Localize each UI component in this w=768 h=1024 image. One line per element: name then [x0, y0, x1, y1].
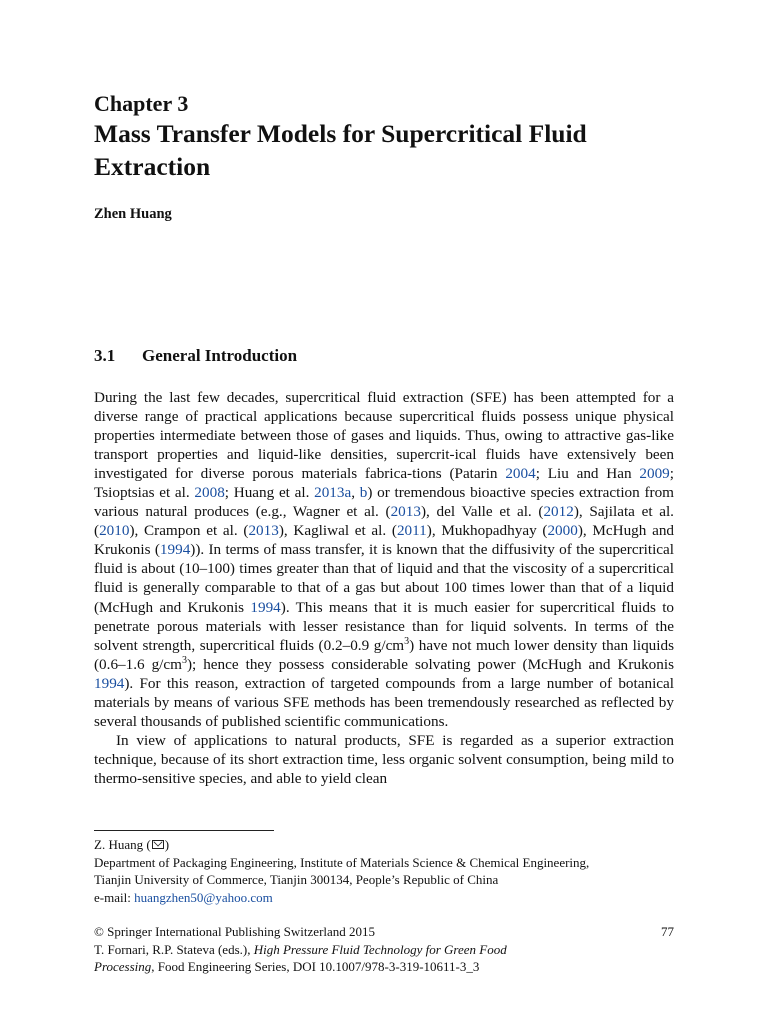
chapter-label: Chapter 3	[94, 91, 189, 116]
section-number: 3.1	[94, 346, 116, 365]
footnote-paren: )	[164, 837, 170, 852]
footnote-affiliation-1: Department of Packaging Engineering, Institute of Materials Science & Chemical Engineering,	[94, 854, 590, 870]
text-run: ; Tsioptsias et al.	[94, 465, 674, 502]
text-run: ) or tremendous bioactive species extraction from various natural produces (e.g., Wagner et al. (	[94, 484, 674, 521]
text-run: ). This means that it is much easier for supercritical fluids to penetrate porous materials with lesser resistance than for liquid solvents. In terms of the solvent strength, supercritical fluids (0.2–0.9 g/cm	[94, 598, 675, 654]
citation-link[interactable]: 1994	[94, 674, 125, 692]
footnote-affiliation-2: Tianjin University of Commerce, Tianjin 300134, People’s Republic of China	[94, 872, 499, 887]
citation-link[interactable]: 2008	[194, 484, 225, 502]
footnote-rule	[94, 830, 274, 831]
section-title: General Introduction	[142, 346, 298, 365]
text-run: ), Kagliwal et al. (	[278, 522, 397, 540]
section-heading	[94, 346, 297, 366]
envelope-icon	[152, 840, 164, 849]
text-run: ), McHugh and Krukonis (	[94, 522, 675, 559]
copyright-line: © Springer International Publishing Switzerland 2015	[94, 924, 376, 939]
citation-link[interactable]: 2009	[639, 465, 670, 483]
citation-link[interactable]: 1994	[159, 541, 191, 559]
superscript: 3	[181, 654, 187, 666]
citation-link[interactable]: 2013	[390, 503, 421, 521]
text-run: ). For this reason, extraction of targeted compounds from a large number of botanical materials by means of various SFE methods has been tremendously researched as reflected by several thousands of published scientific communications.	[94, 674, 674, 730]
text-run: ,	[351, 484, 360, 502]
email-label: e-mail:	[94, 889, 135, 905]
text-run: ) have not much lower density than liquids (0.6–1.6 g/cm	[94, 636, 674, 673]
book-citation-line-2	[94, 958, 674, 976]
book-title: High Pressure Fluid Technology for Green Food	[253, 941, 507, 957]
text-run: ), del Valle et al. (	[420, 503, 544, 521]
author-footnote	[94, 836, 674, 906]
text-run: ), Mukhopadhyay (	[426, 522, 548, 540]
text-run: )). In terms of mass transfer, it is known that the diffusivity of the supercritical fluid is about (10–100) times greater than that of liquid and that the viscosity of a supercritical fluid is generally comparable to that of a gas but about 100 times lower than that of a liquid (McHugh and Krukonis	[94, 541, 675, 616]
email-link[interactable]: huangzhen50@yahoo.com	[134, 889, 273, 905]
editors: T. Fornari, R.P. Stateva (eds.),	[94, 941, 254, 957]
text-run: ; Liu and Han	[535, 465, 640, 483]
citation-link[interactable]: 2013a	[314, 484, 352, 502]
citation-link[interactable]: 2011	[396, 522, 427, 540]
series-doi: , Food Engineering Series, DOI 10.1007/978-3-319-10611-3_3	[151, 959, 480, 974]
footnote-author-line	[94, 836, 674, 854]
book-citation-line-1	[94, 941, 674, 959]
superscript: 3	[404, 635, 410, 647]
footnote-email-line	[94, 889, 674, 907]
citation-link[interactable]: 2004	[505, 465, 536, 483]
citation-link[interactable]: b	[359, 484, 368, 502]
citation-link[interactable]: 2012	[543, 503, 574, 521]
text-run: ; Huang et al.	[224, 484, 315, 502]
paragraph-2: In view of applications to natural products, SFE is regarded as a superior extraction technique, because of its short extraction time, less organic solvent consumption, being mild to thermo-sensitive species, and able to yield clean	[94, 731, 674, 787]
book-title: Processing	[94, 959, 152, 974]
citation-link[interactable]: 2013	[248, 522, 279, 540]
text-run: ); hence they possess considerable solvating power (McHugh and Krukonis	[186, 655, 674, 673]
text-run: ), Crampon et al. (	[129, 522, 249, 540]
page-number: 77	[661, 924, 674, 939]
publication-info	[94, 923, 674, 976]
citation-link[interactable]: 2000	[547, 522, 578, 540]
body-text	[94, 388, 674, 788]
citation-link[interactable]: 2010	[99, 522, 130, 540]
footnote-author: Z. Huang (	[94, 837, 151, 852]
paragraph-1	[94, 388, 674, 731]
text-run: During the last few decades, supercritical fluid extraction (SFE) has been attempted for a diverse range of practical applications because supercritical fluids possess unique physical properties intermediate between those of gases and liquids. Thus, owing to attractive gas-like transport properties and liquid-like densities, supercrit-ical fluids have extensively been investigated for diverse porous materials fabrica-tions (Patarin	[94, 389, 674, 483]
chapter-title: Mass Transfer Models for Supercritical Fluid Extraction	[94, 119, 587, 181]
author-name: Zhen Huang	[94, 206, 172, 222]
text-run: ), Sajilata et al. (	[94, 503, 674, 540]
citation-link[interactable]: 1994	[250, 598, 281, 616]
